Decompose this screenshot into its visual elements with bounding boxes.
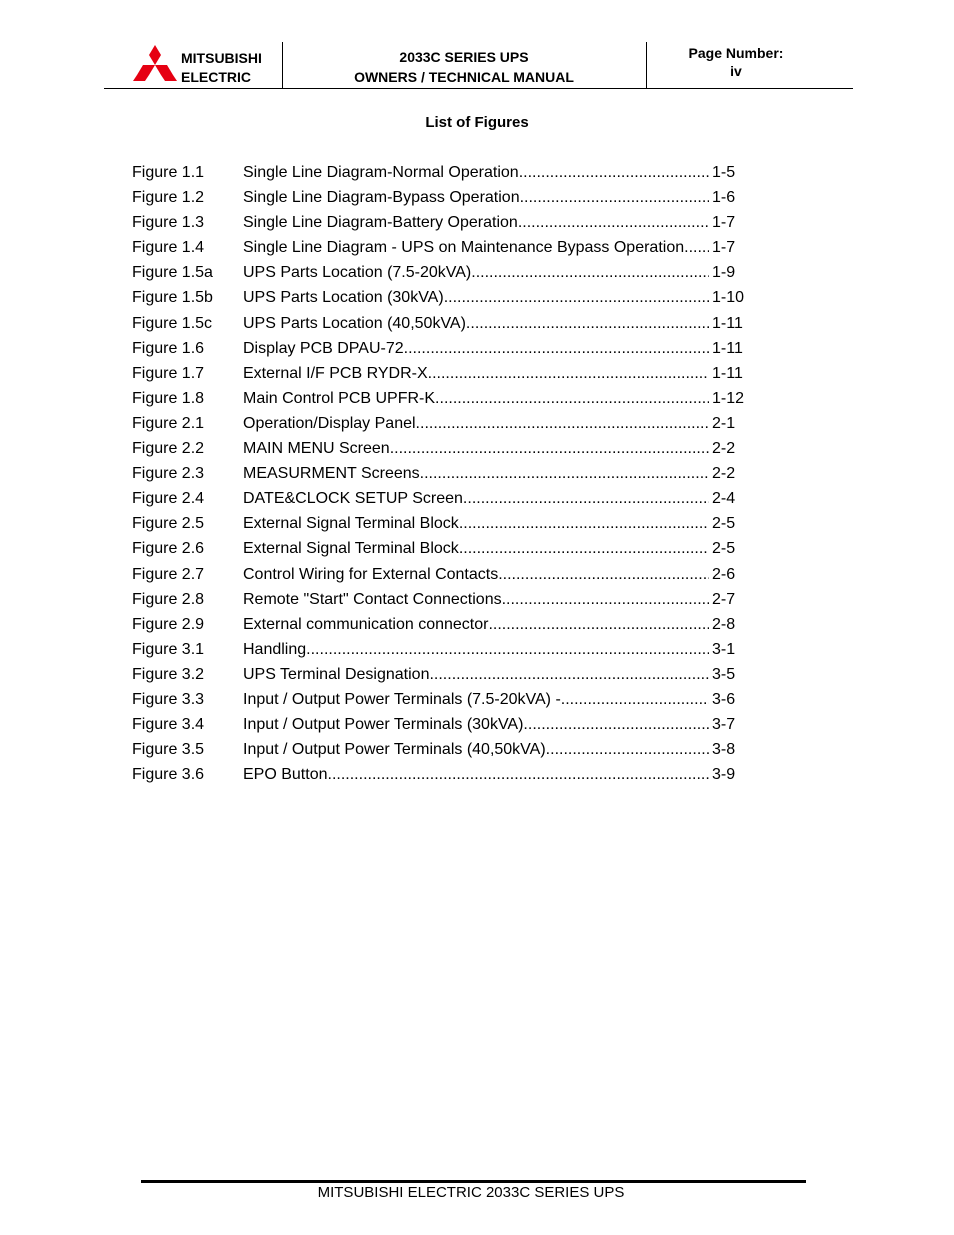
- figure-title: EPO Button: [243, 766, 328, 784]
- figure-title: Input / Output Power Terminals (40,50kVA): [243, 741, 546, 759]
- dot-leader: [306, 639, 709, 661]
- figure-entry: [243, 488, 709, 510]
- figure-entry: [243, 262, 709, 284]
- figure-list-item: [132, 262, 772, 287]
- figure-number: Figure 1.1: [132, 164, 205, 181]
- figure-number: Figure 1.8: [132, 389, 205, 407]
- figure-page: 1-5: [712, 164, 736, 181]
- figure-page: 3-8: [712, 741, 736, 759]
- figure-title: Remote "Start" Contact Connections: [243, 590, 502, 608]
- figure-list-item: [132, 212, 772, 237]
- figure-entry: [243, 438, 709, 460]
- figure-entry: [243, 664, 709, 686]
- figure-title: External Signal Terminal Block: [243, 540, 459, 558]
- figure-number: Figure 1.3: [132, 214, 205, 232]
- figure-entry: [243, 388, 709, 410]
- dot-leader: [520, 187, 709, 209]
- figure-number: Figure 1.2: [132, 189, 205, 207]
- figure-entry: [243, 287, 709, 309]
- figure-number: Figure 1.5c: [132, 314, 213, 332]
- figure-title: Display PCB DPAU-72: [243, 339, 404, 357]
- document-title: [282, 47, 646, 87]
- figure-entry: [243, 513, 709, 535]
- page-number-value: iv: [730, 63, 742, 79]
- figure-entry: [243, 639, 709, 661]
- figure-entry: [243, 413, 709, 435]
- figure-number: Figure 3.6: [132, 766, 205, 784]
- figure-number: Figure 2.5: [132, 515, 205, 533]
- figure-list-item: [132, 338, 772, 363]
- dot-leader: [420, 463, 709, 485]
- figure-list-item: [132, 513, 772, 538]
- figure-number: Figure 3.2: [132, 665, 205, 683]
- figure-list-item: [132, 714, 772, 739]
- figure-page: 1-11: [712, 339, 743, 357]
- figure-title: Handling: [243, 640, 307, 658]
- figure-list-item: [132, 488, 772, 513]
- figure-list-item: [132, 363, 772, 388]
- figure-page: 3-7: [712, 716, 736, 734]
- dot-leader: [444, 287, 709, 309]
- figure-entry: [243, 538, 709, 560]
- dot-leader: [518, 212, 709, 234]
- figure-entry: [243, 589, 709, 611]
- figure-entry: [243, 714, 709, 736]
- figure-number: Figure 2.8: [132, 590, 205, 608]
- figure-page: 1-7: [712, 214, 736, 232]
- figure-list-item: [132, 689, 772, 714]
- figure-page: 2-1: [712, 414, 736, 432]
- dot-leader: [561, 689, 709, 711]
- figure-number: Figure 3.5: [132, 741, 205, 759]
- figure-page: 2-2: [712, 465, 736, 483]
- figure-entry: [243, 564, 709, 586]
- figure-number: Figure 1.5b: [132, 289, 213, 307]
- figure-list-item: [132, 162, 772, 187]
- figure-page: 3-1: [712, 640, 736, 658]
- dot-leader: [463, 488, 709, 510]
- figure-page: 1-11: [712, 314, 743, 332]
- dot-leader: [519, 162, 709, 184]
- figure-number: Figure 2.7: [132, 565, 205, 583]
- figure-page: 2-7: [712, 590, 736, 608]
- figure-page: 1-7: [712, 239, 736, 257]
- figure-page: 2-5: [712, 515, 736, 533]
- dot-leader: [328, 764, 710, 786]
- figure-list-item: [132, 313, 772, 338]
- figure-number: Figure 1.4: [132, 239, 205, 257]
- figure-page: 2-8: [712, 615, 736, 633]
- figure-entry: [243, 463, 709, 485]
- figure-title: Single Line Diagram-Bypass Operation: [243, 189, 520, 207]
- figure-title: Single Line Diagram-Normal Operation: [243, 164, 519, 181]
- figure-entry: [243, 212, 709, 234]
- figure-list: [132, 162, 772, 789]
- dot-leader: [689, 237, 709, 259]
- figure-number: Figure 2.1: [132, 414, 205, 432]
- figure-page: 1-11: [712, 364, 743, 382]
- figure-number: Figure 2.4: [132, 490, 205, 508]
- figure-title: External Signal Terminal Block: [243, 515, 459, 533]
- figure-list-item: [132, 639, 772, 664]
- figure-title: UPS Parts Location (7.5-20kVA): [243, 264, 472, 282]
- figure-number: Figure 3.4: [132, 716, 205, 734]
- dot-leader: [466, 313, 709, 335]
- figure-number: Figure 2.3: [132, 465, 205, 483]
- dot-leader: [390, 438, 709, 460]
- figure-page: 2-4: [712, 490, 736, 508]
- figure-list-item: [132, 764, 772, 789]
- figure-list-item: [132, 664, 772, 689]
- figure-entry: [243, 162, 709, 184]
- figure-number: Figure 2.9: [132, 615, 205, 633]
- dot-leader: [488, 614, 709, 636]
- dot-leader: [546, 739, 709, 761]
- dot-leader: [416, 413, 709, 435]
- figure-entry: [243, 187, 709, 209]
- figure-title: Operation/Display Panel: [243, 414, 416, 432]
- figure-list-item: [132, 287, 772, 312]
- figure-entry: [243, 739, 709, 761]
- figure-entry: [243, 689, 709, 711]
- figure-number: Figure 2.2: [132, 440, 205, 458]
- figure-title: DATE&CLOCK SETUP Screen: [243, 490, 463, 508]
- figure-list-item: [132, 413, 772, 438]
- figure-page: 3-9: [712, 766, 736, 784]
- dot-leader: [471, 262, 709, 284]
- figure-title: Control Wiring for External Contacts: [243, 565, 499, 583]
- figure-entry: [243, 237, 709, 259]
- figure-number: Figure 2.6: [132, 540, 205, 558]
- list-of-figures-heading: List of Figures: [425, 114, 529, 131]
- page-number-label: Page Number:: [688, 45, 784, 61]
- page-number: [646, 44, 826, 80]
- figure-page: 2-5: [712, 540, 736, 558]
- company-line-1: MITSUBISHI: [181, 50, 262, 66]
- figure-number: Figure 1.5a: [132, 264, 213, 282]
- figure-number: Figure 3.3: [132, 690, 205, 708]
- figure-page: 2-2: [712, 440, 736, 458]
- dot-leader: [459, 538, 709, 560]
- figure-list-item: [132, 237, 772, 262]
- figure-page: 3-6: [712, 690, 736, 708]
- figure-title: External I/F PCB RYDR-X: [243, 364, 428, 382]
- figure-title: Input / Output Power Terminals (30kVA): [243, 716, 524, 734]
- figure-title: MAIN MENU Screen: [243, 440, 390, 458]
- figure-list-item: [132, 538, 772, 563]
- doc-title-line-1: 2033C SERIES UPS: [399, 49, 529, 65]
- company-line-2: ELECTRIC: [181, 69, 251, 85]
- figure-entry: [243, 313, 709, 335]
- figure-title: Input / Output Power Terminals (7.5-20kVA) -: [243, 690, 561, 708]
- figure-entry: [243, 614, 709, 636]
- figure-list-item: [132, 564, 772, 589]
- figure-list-item: [132, 739, 772, 764]
- figure-page: 1-6: [712, 189, 736, 207]
- figure-title: Main Control PCB UPFR-K: [243, 389, 436, 407]
- figure-list-item: [132, 589, 772, 614]
- footer-rule: [141, 1180, 806, 1183]
- figure-list-item: [132, 388, 772, 413]
- dot-leader: [404, 338, 709, 360]
- dot-leader: [435, 388, 709, 410]
- figure-list-item: [132, 187, 772, 212]
- figure-title: External communication connector: [243, 615, 489, 633]
- footer-text: MITSUBISHI ELECTRIC 2033C SERIES UPS: [317, 1184, 625, 1201]
- figure-page: 2-6: [712, 565, 736, 583]
- mitsubishi-logo-icon: [133, 45, 177, 81]
- figure-title: Single Line Diagram - UPS on Maintenance Bypass Operation.: [243, 239, 689, 257]
- dot-leader: [498, 564, 709, 586]
- figure-entry: [243, 764, 709, 786]
- figure-number: Figure 1.7: [132, 364, 205, 382]
- figure-title: UPS Parts Location (40,50kVA): [243, 314, 466, 332]
- figure-title: MEASURMENT Screens: [243, 465, 420, 483]
- header-rule: [104, 88, 853, 89]
- company-name: [181, 49, 262, 87]
- figure-entry: [243, 363, 709, 385]
- figure-title: UPS Terminal Designation: [243, 665, 430, 683]
- figure-number: Figure 1.6: [132, 339, 205, 357]
- dot-leader: [428, 363, 709, 385]
- figure-page: 3-5: [712, 665, 736, 683]
- figure-list-item: [132, 438, 772, 463]
- figure-list-item: [132, 463, 772, 488]
- doc-title-line-2: OWNERS / TECHNICAL MANUAL: [354, 69, 574, 85]
- figure-page: 1-9: [712, 264, 736, 282]
- figure-number: Figure 3.1: [132, 640, 205, 658]
- dot-leader: [429, 664, 709, 686]
- figure-title: UPS Parts Location (30kVA): [243, 289, 444, 307]
- figure-page: 1-10: [712, 289, 745, 307]
- figure-list-item: [132, 614, 772, 639]
- dot-leader: [502, 589, 709, 611]
- figure-entry: [243, 338, 709, 360]
- figure-page: 1-12: [712, 389, 745, 407]
- figure-title: Single Line Diagram-Battery Operation: [243, 214, 518, 232]
- dot-leader: [523, 714, 709, 736]
- dot-leader: [459, 513, 709, 535]
